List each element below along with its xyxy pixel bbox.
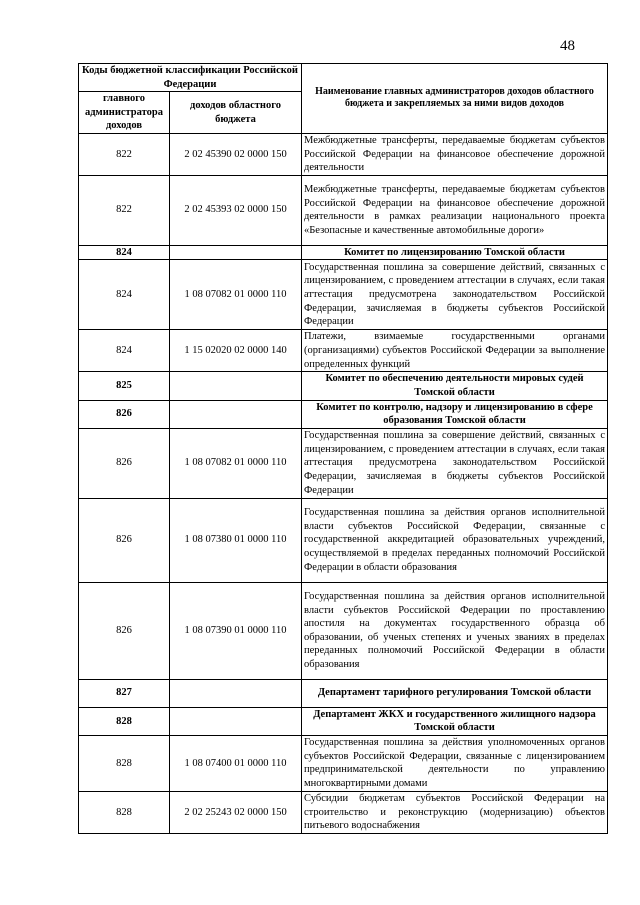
admin-code: 827 <box>79 679 170 707</box>
admin-code: 828 <box>79 735 170 791</box>
admin-code: 826 <box>79 582 170 679</box>
admin-code: 825 <box>79 372 170 400</box>
admin-code: 826 <box>79 400 170 428</box>
income-name: Государственная пошлина за действия органов исполнительной власти субъектов Российской Федерации по проставлению апостиля на документах государственного образца об образовании, об ученых степенях и ученых званиях в пределах переданных полномочий Российской Федерации в области образования <box>302 582 608 679</box>
income-code: 1 08 07390 01 0000 110 <box>170 582 302 679</box>
table-row <box>79 791 608 833</box>
header-name: Наименование главных администраторов доходов областного бюджета и закрепляемых за ними видов доходов <box>302 64 608 134</box>
admin-code: 824 <box>79 245 170 260</box>
income-name: Субсидии бюджетам субъектов Российской Федерации на строительство и реконструкцию (модернизацию) объектов питьевого водоснабжения <box>302 791 608 833</box>
header-admin: главного администратора доходов <box>79 92 170 134</box>
table-row <box>79 330 608 372</box>
admin-code: 822 <box>79 133 170 175</box>
income-code: 1 08 07380 01 0000 110 <box>170 498 302 582</box>
income-code <box>170 707 302 735</box>
income-code: 1 15 02020 02 0000 140 <box>170 330 302 372</box>
admin-code: 824 <box>79 330 170 372</box>
income-code <box>170 372 302 400</box>
table-row <box>79 498 608 582</box>
income-name: Платежи, взимаемые государственными органами (организациями) субъектов Российской Федерации за выполнение определенных функций <box>302 330 608 372</box>
income-code <box>170 245 302 260</box>
admin-code: 826 <box>79 498 170 582</box>
income-name: Государственная пошлина за действия органов исполнительной власти субъектов Российской Федерации, связанные с государственной аккредитацией образовательных учреждений, осуществляемой в пределах переданных полномочий Российской Федерации в области образования <box>302 498 608 582</box>
admin-code: 826 <box>79 428 170 498</box>
income-name: Межбюджетные трансферты, передаваемые бюджетам субъектов Российской Федерации на финансовое обеспечение дорожной деятельности в рамках реализации национального проекта «Безопасные и качественные автомобильные дороги» <box>302 175 608 245</box>
income-name: Межбюджетные трансферты, передаваемые бюджетам субъектов Российской Федерации на финансовое обеспечение дорожной деятельности <box>302 133 608 175</box>
income-code: 2 02 25243 02 0000 150 <box>170 791 302 833</box>
table-row <box>79 428 608 498</box>
admin-code: 828 <box>79 707 170 735</box>
income-code: 2 02 45390 02 0000 150 <box>170 133 302 175</box>
page-number: 48 <box>560 38 575 54</box>
budget-codes-table <box>78 63 608 834</box>
admin-code: 828 <box>79 791 170 833</box>
income-name: Государственная пошлина за совершение действий, связанных с лицензированием, с проведением аттестации в случаях, если такая аттестация предусмотрена законодательством Российской Федерации, зачисляемая в бюджеты субъектов Российской Федерации <box>302 260 608 330</box>
table-row <box>79 133 608 175</box>
table-row <box>79 175 608 245</box>
table-header-row <box>79 64 608 92</box>
income-code: 1 08 07400 01 0000 110 <box>170 735 302 791</box>
administrator-name: Департамент ЖКХ и государственного жилищного надзора Томской области <box>302 707 608 735</box>
income-code <box>170 400 302 428</box>
table-row <box>79 260 608 330</box>
table-row <box>79 679 608 707</box>
administrator-name: Департамент тарифного регулирования Томской области <box>302 679 608 707</box>
income-code: 2 02 45393 02 0000 150 <box>170 175 302 245</box>
table-row <box>79 707 608 735</box>
table-row <box>79 735 608 791</box>
income-name: Государственная пошлина за действия уполномоченных органов субъектов Российской Федерации, связанные с лицензированием предпринимательской деятельности по управлению многоквартирными домами <box>302 735 608 791</box>
header-income: доходов областного бюджета <box>170 92 302 134</box>
administrator-name: Комитет по контролю, надзору и лицензированию в сфере образования Томской области <box>302 400 608 428</box>
table-row <box>79 582 608 679</box>
table-row <box>79 245 608 260</box>
income-name: Государственная пошлина за совершение действий, связанных с лицензированием, с проведением аттестации в случаях, если такая аттестация предусмотрена законодательством Российской Федерации, зачисляемая в бюджеты субъектов Российской Федерации <box>302 428 608 498</box>
income-code: 1 08 07082 01 0000 110 <box>170 428 302 498</box>
admin-code: 824 <box>79 260 170 330</box>
income-code <box>170 679 302 707</box>
admin-code: 822 <box>79 175 170 245</box>
administrator-name: Комитет по обеспечению деятельности мировых судей Томской области <box>302 372 608 400</box>
table-row <box>79 400 608 428</box>
income-code: 1 08 07082 01 0000 110 <box>170 260 302 330</box>
header-codes-group: Коды бюджетной классификации Российской Федерации <box>79 64 302 92</box>
table-row <box>79 372 608 400</box>
administrator-name: Комитет по лицензированию Томской области <box>302 245 608 260</box>
